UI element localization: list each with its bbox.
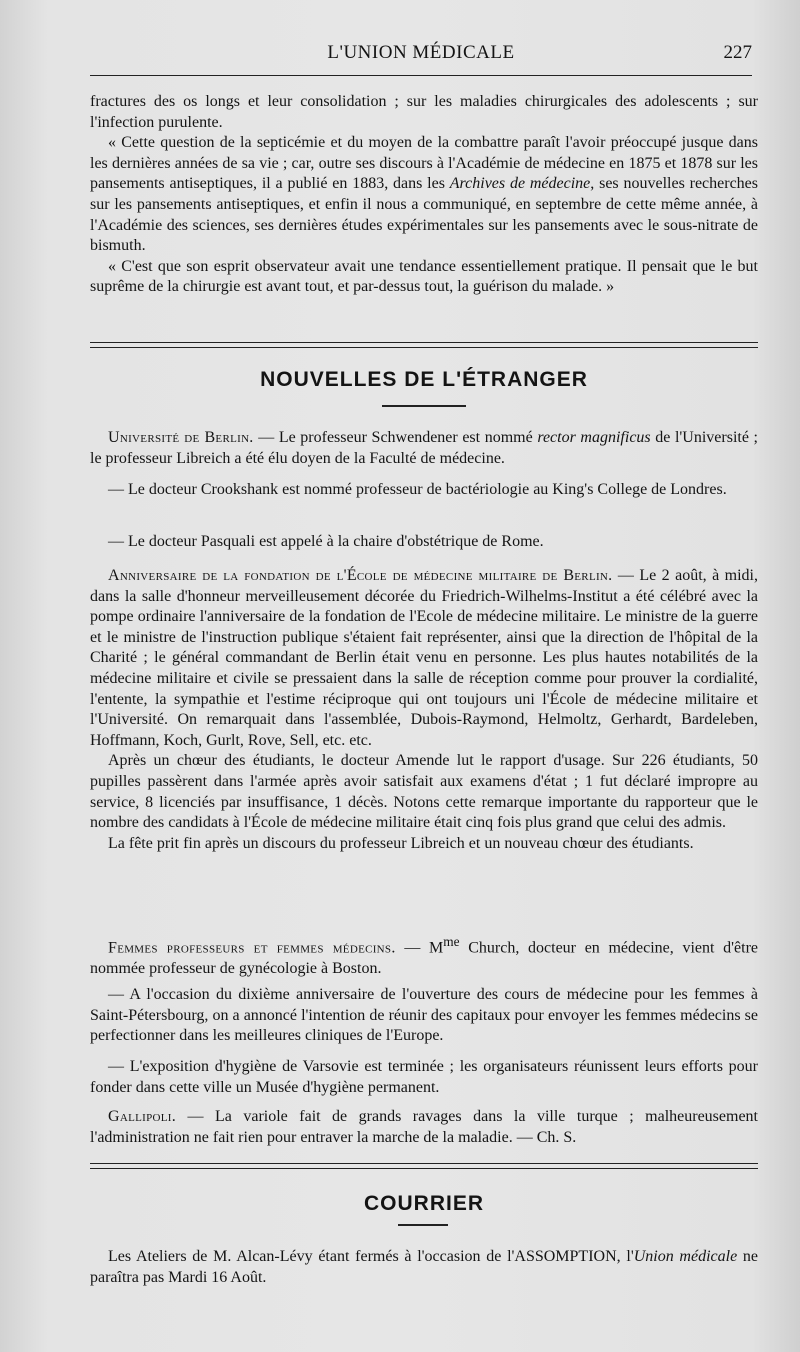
section-divider xyxy=(90,342,758,348)
label-anniversaire: Anniversaire de la fondation de l'École de médecine militaire de Berlin. xyxy=(108,567,613,584)
label-femmes: Femmes professeurs et femmes médecins. xyxy=(108,939,396,957)
title-underline xyxy=(382,405,466,407)
eulogy-continuation xyxy=(90,92,758,298)
news-anniversaire xyxy=(90,566,758,854)
paragraph-anniversaire: Anniversaire de la fondation de l'École de médecine militaire de Berlin. — Le 2 août, à midi, dans la salle d'honneur merveilleusement décorée du Friedrich-Wilhelms-Institut a été célébré avec la pompe ordinaire l'anniversaire de la fondation de l'Ecole de médecine militaire. Le ministre de la guerre et le ministre de l'instruction publique s'étaient fait représenter, ainsi que la direction de l'hôpital de la Charité ; le général commandant de Berlin était venu en personne. Les plus hautes notabilités de la médecine militaire et civile se pressaient dans la salle de réception comme pour prouver la cordialité, l'entente, la sympathie et l'estime réciproque qui ont toujours uni l'École de médecine militaire et l'Université. On remarquait dans l'assemblée, Dubois-Raymond, Helmoltz, Gerhardt, Bardeleben, Hoffmann, Koch, Gurlt, Rove, Sell, etc. etc. xyxy=(90,567,758,749)
news-varsovie xyxy=(90,1057,758,1098)
page-number: 227 xyxy=(723,42,752,63)
courrier-notice xyxy=(90,1247,758,1288)
news-gallipoli xyxy=(90,1107,758,1148)
paragraph-femmes: Femmes professeurs et femmes médecins. — $M^{me}$ Church, docteur en médecine, vient d'être nommée professeur de gynécologie à Boston. xyxy=(90,934,759,977)
paragraph-petersbourg: — A l'occasion du dixième anniversaire de l'ouverture des cours de médecine pour les femmes à Saint-Pétersbourg, on a annoncé l'intention de réunir des capitaux pour envoyer les femmes médecins se perfectionner dans les meilleures cliniques de l'Europe. xyxy=(90,986,758,1045)
header-rule xyxy=(90,75,752,76)
paragraph-septicemie: « Cette question de la septicémie et du moyen de la combattre paraît l'avoir préoccupé jusque dans les dernières années de sa vie ; car, outre ses discours à l'Académie de médecine en 1875 et 1878 sur les pansements antiseptiques, il a publié en 1883, dans les Archives de médecine, ses nouvelles recherches sur les pansements antiseptiques, et enfin il nous a communiqué, en septembre de cette même année, à l'Académie des sciences, ses dernières études expérimentales sur les pansements avec le sous-nitrate de bismuth. xyxy=(90,134,759,255)
paragraph-crookshank: — Le docteur Crookshank est nommé professeur de bactériologie au King's College de Londres. xyxy=(108,481,727,498)
section-title-courrier: COURRIER xyxy=(363,1192,484,1215)
paragraph-courrier: Les Ateliers de M. Alcan-Lévy étant fermés à l'occasion de l'ASSOMPTION, l'Union médicale ne paraîtra pas Mardi 16 Août. xyxy=(90,1248,759,1286)
section-title-etranger: NOUVELLES DE L'ÉTRANGER xyxy=(260,368,588,391)
paragraph-choeur: Après un chœur des étudiants, le docteur Amende lut le rapport d'usage. Sur 226 étudiants, 50 pupilles passèrent dans l'armée après avoir satisfait aux examens d'état ; 1 fut déclaré impropre au service, 8 licenciés par insuffisance, 1 décès. Notons cette remarque importante du rapporteur que le nombre des candidats à l'École de médecine militaire était cinq fois plus grand que celui des admis. xyxy=(90,752,758,832)
paragraph-esprit: « C'est que son esprit observateur avait une tendance essentiellement pratique. Il pensait que le but suprême de la chirurgie est avant tout, et par-dessus tout, la guérison du malade. » xyxy=(90,257,758,296)
news-pasquali xyxy=(90,532,758,553)
news-petersbourg xyxy=(90,985,758,1047)
paragraph-fractures: fractures des os longs et leur consolidation ; sur les maladies chirurgicales des adolescents ; sur l'infection purulente. xyxy=(90,93,758,131)
paragraph-varsovie: — L'exposition d'hygiène de Varsovie est terminée ; les organisateurs réunissent leurs efforts pour fonder dans cette ville un Musée d'hygiène permanent. xyxy=(90,1058,758,1096)
section-divider-2 xyxy=(90,1163,758,1169)
paragraph-fete: La fête prit fin après un discours du professeur Libreich et un nouveau chœur des étudiants. xyxy=(108,834,694,852)
archives-title: Archives de médecine xyxy=(449,175,591,193)
journal-title: L'UNION MÉDICALE xyxy=(327,42,515,63)
label-berlin: Université de Berlin. xyxy=(108,429,254,446)
title-underline-2 xyxy=(398,1224,448,1226)
news-femmes xyxy=(90,932,758,980)
news-berlin xyxy=(90,428,758,469)
paragraph-pasquali: — Le docteur Pasquali est appelé à la chaire d'obstétrique de Rome. xyxy=(108,533,544,550)
label-gallipoli: Gallipoli. xyxy=(108,1108,177,1125)
paragraph-berlin: Université de Berlin. — Le professeur Schwendener est nommé rector magnificus de l'Université ; le professeur Libreich a été élu doyen de la Faculté de médecine. xyxy=(90,429,758,467)
running-head xyxy=(90,42,752,72)
news-crookshank xyxy=(90,480,758,501)
paragraph-gallipoli: Gallipoli. — La variole fait de grands ravages dans la ville turque ; malheureusement l'administration ne fait rien pour entraver la marche de la maladie. — Ch. S. xyxy=(90,1108,758,1146)
